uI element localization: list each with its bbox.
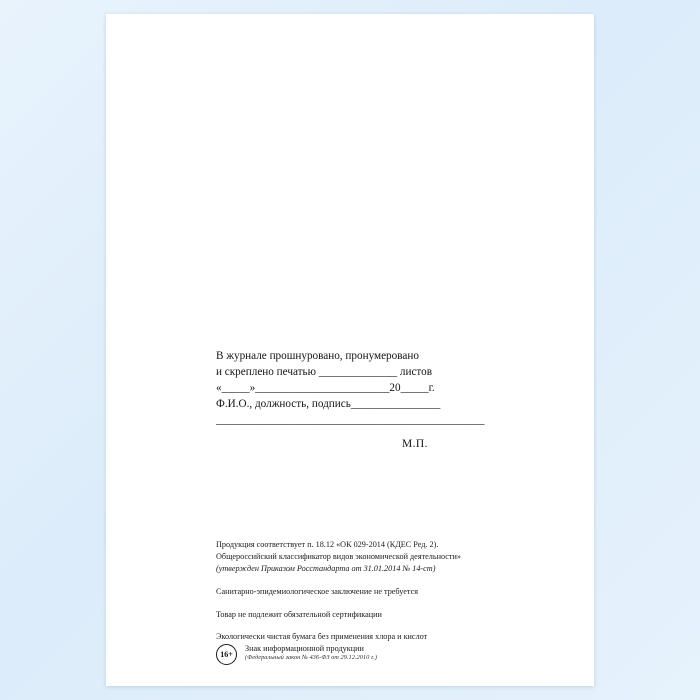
sanitary-note: Санитарно-эпидемиологическое заключение не требуется <box>216 586 418 596</box>
paper-note: Экологически чистая бумага без применения хлора и кислот <box>216 632 428 642</box>
certification-line-4: Ф.И.О., должность, подпись________________ <box>216 397 441 410</box>
certification-line-5: ________________________________________________ <box>216 413 485 426</box>
page-content <box>106 14 594 686</box>
product-conformity-line-2: Общероссийский классификатор видов экономической деятельности» <box>216 551 461 561</box>
legal-block <box>216 539 566 643</box>
stamp-place-label: М.П. <box>402 438 428 450</box>
age-rating-label: Знак информационной продукции <box>245 644 364 653</box>
product-conformity-note <box>216 539 566 575</box>
age-rating-row <box>216 643 377 665</box>
age-rating-law: (Федеральный закон № 436-ФЗ от 29.12.2010 г.) <box>245 654 378 662</box>
product-conformity-line-3: (утвержден Приказом Росстандарта от 31.01.2014 № 14-ст) <box>216 563 436 573</box>
certification-line-1: В журнале прошнуровано, пронумеровано <box>216 350 419 362</box>
certification-note: Товар не подлежит обязательной сертификации <box>216 609 382 619</box>
certification-block <box>216 349 546 429</box>
certification-line-2: и скреплено печатью ______________ листов <box>216 365 433 378</box>
age-rating-icon: 16+ <box>216 644 237 665</box>
certification-line-3: «_____»________________________20_____г. <box>216 381 435 394</box>
product-conformity-line-1: Продукция соответствует п. 18.12 «ОК 029-2014 (КДЕС Ред. 2). <box>216 540 439 549</box>
age-rating-text <box>245 643 377 663</box>
document-page <box>106 14 594 686</box>
